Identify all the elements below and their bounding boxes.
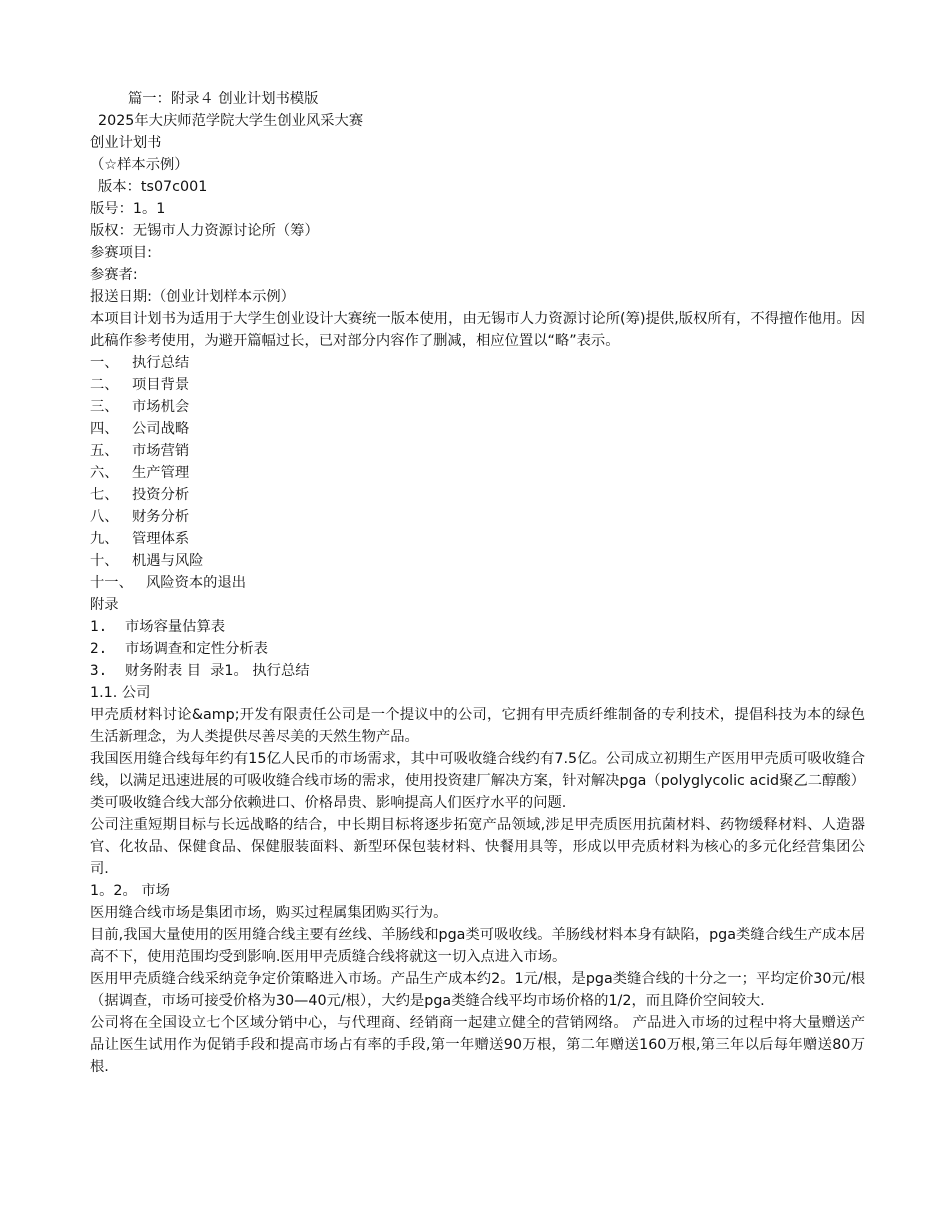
project-line: 参赛项目:: [90, 245, 153, 261]
toc-number: 六、: [90, 465, 119, 481]
toc-number: 十一、: [90, 575, 133, 591]
toc-item: [90, 528, 865, 550]
toc-label: 机遇与风险: [132, 553, 204, 569]
appendix-label: 市场容量估算表: [125, 619, 226, 635]
intro-paragraph: 本项目计划书为适用于大学生创业设计大赛统一版本使用，由无锡市人力资源讨论所(筹)提供,版权所有，不得擅作他用。因此稿作参考使用，为避开篇幅过长，已对部分内容作了删减，相应位置以“略”表示。: [90, 311, 865, 349]
copyright-line: 版权：无锡市人力资源讨论所（筹）: [90, 223, 319, 239]
appendix-number: 2.: [90, 641, 108, 657]
appendix-number: 1.: [90, 619, 108, 635]
toc-item: [90, 418, 865, 440]
participant-line: 参赛者:: [90, 267, 138, 283]
toc-number: 八、: [90, 509, 119, 525]
toc-label: 财务分析: [132, 509, 190, 525]
toc-label: 投资分析: [132, 487, 190, 503]
toc-item: [90, 374, 865, 396]
contest-name: 2025年大庆师范学院大学生创业风采大赛: [98, 113, 364, 129]
company-paragraph-3: 公司注重短期目标与长远战略的结合，中长期目标将逐步拓宽产品领域,涉足甲壳质医用抗菌材料、药物缓释材料、人造器官、化妆品、保健食品、保健服装面料、新型环保包装材料、快餐用具等，形成以甲壳质材料为核心的多元化经营集团公司.: [90, 817, 865, 877]
toc-item: [90, 396, 865, 418]
toc-label: 风险资本的退出: [146, 575, 247, 591]
appendix-label: 财务附表 目 录1。 执行总结: [125, 663, 310, 679]
toc-label: 管理体系: [132, 531, 190, 547]
toc-number: 二、: [90, 377, 119, 393]
submit-date-line: 报送日期:（创业计划样本示例）: [90, 289, 295, 305]
appendix-list: [90, 616, 865, 682]
section-heading-market: 1。2。 市场: [90, 883, 170, 899]
appendix-heading: 附录: [90, 597, 119, 613]
toc-item: [90, 550, 865, 572]
market-paragraph-2: 目前,我国大量使用的医用缝合线主要有丝线、羊肠线和pga类可吸收线。羊肠线材料本身有缺陷，pga类缝合线生产成本居高不下，使用范围均受到影响.医用甲壳质缝合线将就这一切入点进入市场。: [90, 927, 865, 965]
appendix-item: [90, 638, 865, 660]
toc-label: 生产管理: [132, 465, 190, 481]
appendix-item: [90, 660, 865, 682]
toc-label: 市场机会: [132, 399, 190, 415]
table-of-contents: [90, 352, 865, 594]
section-heading-company: 1.1. 公司: [90, 685, 151, 701]
toc-number: 十、: [90, 553, 119, 569]
sample-note: （☆样本示例）: [90, 157, 189, 173]
version-line: 版本：ts07c001: [98, 179, 208, 195]
toc-item: [90, 462, 865, 484]
toc-item: [90, 484, 865, 506]
market-paragraph-4: 公司将在全国设立七个区域分销中心，与代理商、经销商一起建立健全的营销网络。 产品进入市场的过程中将大量赠送产品让医生试用作为促销手段和提高市场占有率的手段,第一年赠送90万根，第二年赠送160万根,第三年以后每年赠送80万根.: [90, 1015, 865, 1075]
toc-number: 一、: [90, 355, 119, 371]
toc-number: 五、: [90, 443, 119, 459]
toc-item: [90, 572, 865, 594]
appendix-number: 3.: [90, 663, 108, 679]
toc-label: 项目背景: [132, 377, 190, 393]
document-type: 创业计划书: [90, 135, 162, 151]
appendix-item: [90, 616, 865, 638]
document-title: 篇一：附录４ 创业计划书模版: [128, 91, 319, 107]
market-paragraph-1: 医用缝合线市场是集团市场，购买过程属集团购买行为。: [90, 905, 448, 921]
company-paragraph-2: 我国医用缝合线每年约有15亿人民币的市场需求，其中可吸收缝合线约有7.5亿。公司成立初期生产医用甲壳质可吸收缝合线，以满足迅速进展的可吸收缝合线市场的需求，使用投资建厂解决方案，针对解决pga（polyglycolic acid聚乙二醇酸）类可吸收缝合线大部分依赖进口、价格昂贵、影响提高人们医疗水平的问题.: [90, 751, 865, 811]
appendix-label: 市场调查和定性分析表: [125, 641, 268, 657]
toc-item: [90, 440, 865, 462]
company-paragraph-1: 甲壳质材料讨论&amp;开发有限责任公司是一个提议中的公司，它拥有甲壳质纤维制备的专利技术，提倡科技为本的绿色生活新理念，为人类提供尽善尽美的天然生物产品。: [90, 707, 865, 745]
toc-item: [90, 506, 865, 528]
market-paragraph-3: 医用甲壳质缝合线采纳竞争定价策略进入市场。产品生产成本约2。1元/根，是pga类缝合线的十分之一；平均定价30元/根（据调查，市场可接受价格为30—40元/根），大约是pga类缝合线平均市场价格的1/2，而且降价空间较大.: [90, 971, 865, 1009]
toc-label: 执行总结: [132, 355, 190, 371]
toc-label: 市场营销: [132, 443, 190, 459]
toc-number: 七、: [90, 487, 119, 503]
toc-number: 三、: [90, 399, 119, 415]
toc-item: [90, 352, 865, 374]
toc-number: 四、: [90, 421, 119, 437]
toc-number: 九、: [90, 531, 119, 547]
edition-line: 版号：1。1: [90, 201, 166, 217]
toc-label: 公司战略: [132, 421, 190, 437]
document-body: [90, 88, 865, 1078]
